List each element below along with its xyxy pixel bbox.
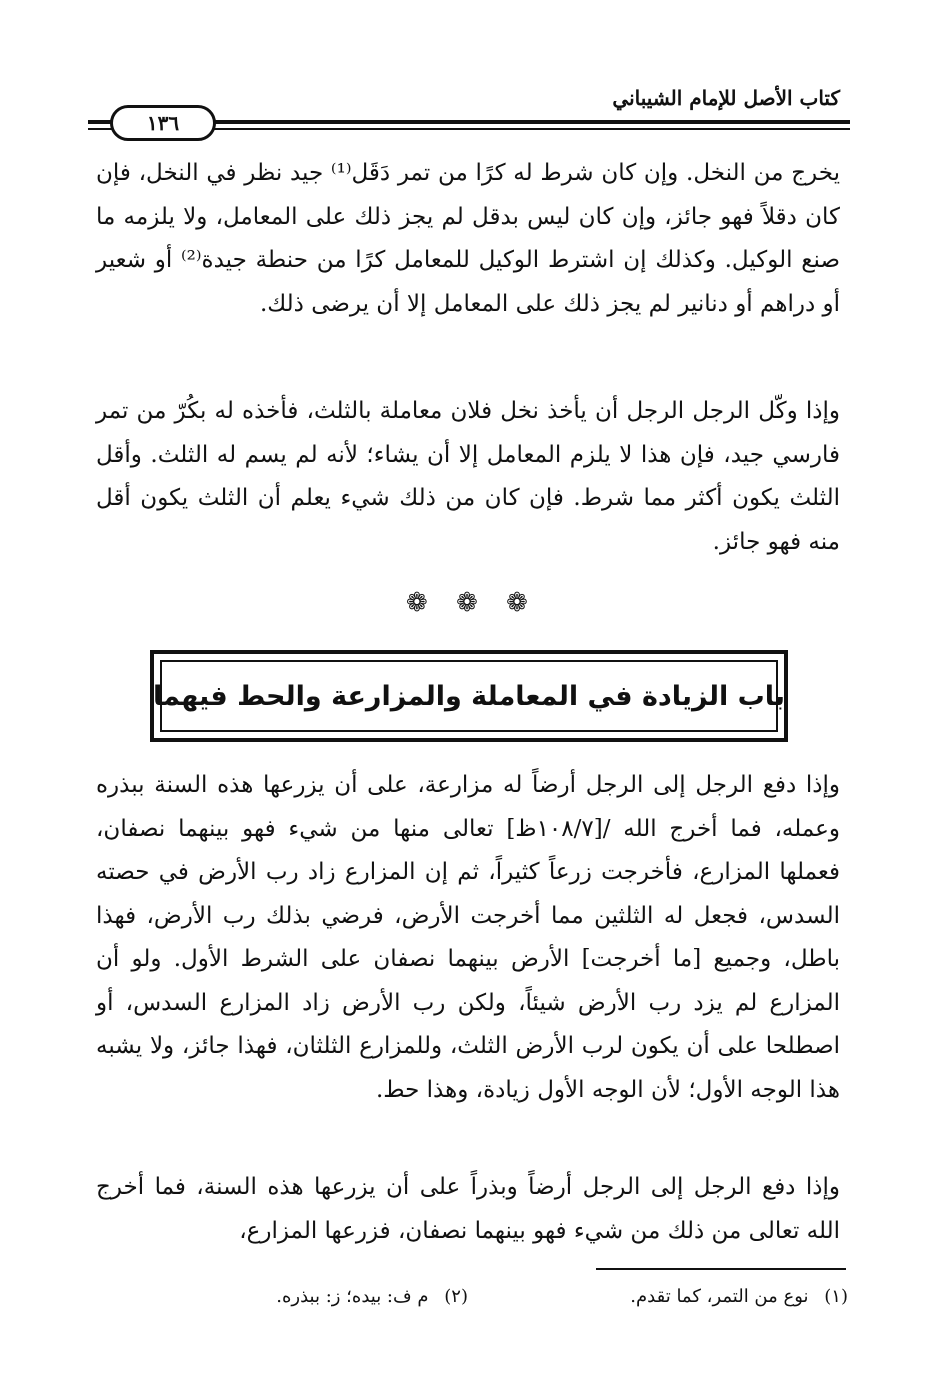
chapter-heading-frame xyxy=(150,650,788,742)
footnote-2 xyxy=(276,1286,468,1307)
page-header xyxy=(88,78,850,148)
paragraph-2: وإذا وكّل الرجل الرجل أن يأخذ نخل فلان معاملة بالثلث، فأخذه له بكُرّ من تمر فارسي جيد، فإن هذا لا يلزم المعامل إلا أن يشاء؛ لأنه لم يسم له الثلث. وأقل الثلث يكون أكثر مما شرط. فإن كان من ذلك شيء يعلم أن الثلث يكون أقل منه فهو جائز. xyxy=(96,398,840,555)
footnote-1 xyxy=(630,1286,848,1307)
paragraph-4: وإذا دفع الرجل إلى الرجل أرضاً وبذراً على أن يزرعها هذه السنة، فما أخرج الله تعالى من ذلك من شيء فهو بينهما نصفان، فزرعها المزارع، xyxy=(96,1174,840,1244)
footnote-1-text: نوع من التمر، كما تقدم. xyxy=(630,1286,809,1307)
chapter-heading-inner-frame xyxy=(152,660,786,732)
footnote-2-number: (٢) xyxy=(444,1286,468,1307)
chapter-title: باب الزيادة في المعاملة والمزارعة والحط فيهما xyxy=(152,680,786,712)
paragraph-3: وإذا دفع الرجل إلى الرجل أرضاً له مزارعة، على أن يزرعها هذه السنة ببذره وعمله، فما أخرج الله /[١٠٨/٧ظ] تعالى منها من شيء فهو بينهما نصفان، فعملها المزارع، فأخرجت زرعاً كثيراً، ثم إن المزارع زاد رب الأرض في حصته السدس، فجعل له الثلثين مما أخرجت الأرض، فرضي بذلك رب الأرض، فهذا باطل، وجميع [ما أخرجت] الأرض بينهما نصفان على الشرط الأول. ولو أن المزارع لم يزد رب الأرض شيئاً، ولكن رب الأرض زاد المزارع السدس، أو اصطلحا على أن يكون لرب الأرض الثلث، وللمزارع الثلثان، فهذا جائز، ولا يشبه هذا الوجه الأول؛ لأن الوجه الأول زيادة، وهذا حط. xyxy=(96,772,841,1103)
page-number: ١٣٦ xyxy=(110,105,216,141)
footnote-2-text: م ف: بيده؛ ز: ببذره. xyxy=(276,1286,429,1307)
paragraph-1: يخرج من النخل. وإن كان شرط له كرًا من تمر دَقَل⁽¹⁾ جيد نظر في النخل، فإن كان دقلاً فهو جائز، وإن كان ليس بدقل لم يجز ذلك على المعامل، ولا يلزمه ما صنع الوكيل. وكذلك إن اشترط الوكيل للمعامل كرًا من حنطة جيدة⁽²⁾ أو شعير أو دراهم أو دنانير لم يجز ذلك على المعامل إلا أن يرضى ذلك. xyxy=(96,160,840,317)
running-title: كتاب الأصل للإمام الشيباني xyxy=(612,86,840,110)
footnote-rule xyxy=(596,1268,846,1270)
footnote-1-number: (١) xyxy=(824,1286,848,1307)
section-separator: ❁ ❁ ❁ xyxy=(406,588,538,618)
